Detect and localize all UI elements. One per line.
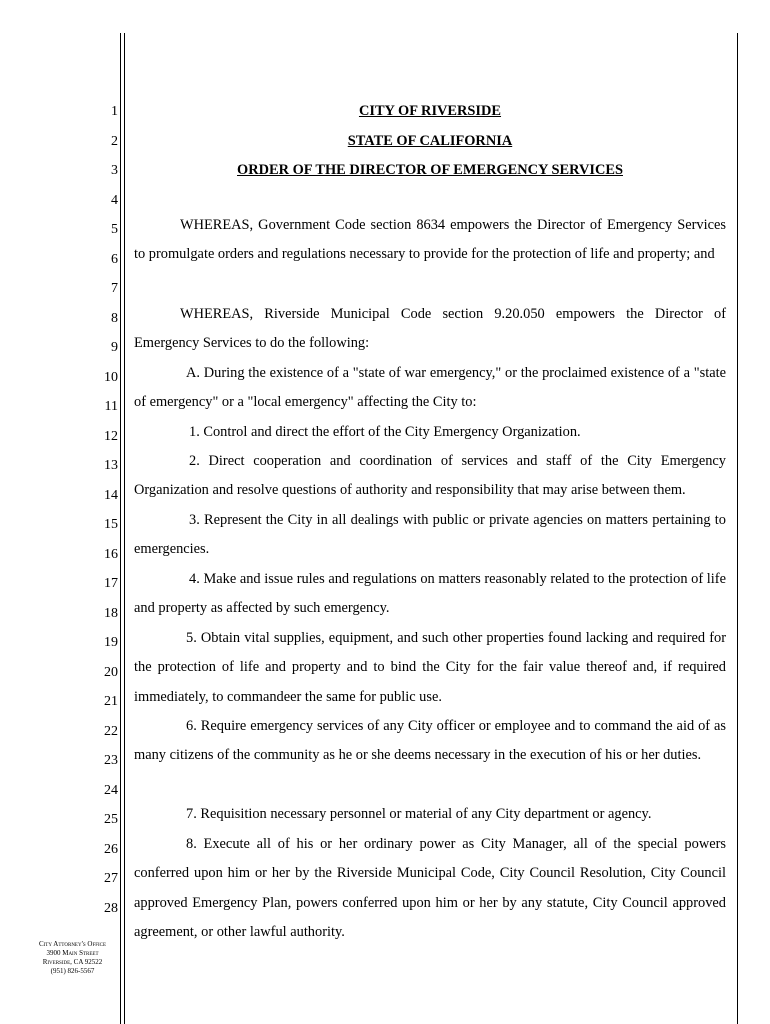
line-number: 22 [104,724,118,739]
line-number: 9 [111,340,118,355]
line-number: 15 [104,517,118,532]
left-margin-rule-inner [124,33,125,1024]
line-number: 25 [104,812,118,827]
whereas-paragraph-2: WHEREAS, Riverside Municipal Code section 9.20.050 empowers the Director of Emergency Services to do the following: [134,306,726,352]
line-number: 2 [111,134,118,149]
line-number: 16 [104,547,118,562]
footer-phone: (951) 826-5567 [50,967,95,975]
line-number: 1 [111,104,118,119]
line-number: 10 [104,370,118,385]
line-number: 26 [104,842,118,857]
line-number: 3 [111,163,118,178]
line-number: 14 [104,488,118,503]
line-number: 11 [104,399,118,414]
item-a-paragraph: A. During the existence of a "state of war emergency," or the proclaimed existence of a "state of emergency" or a "local emergency" affecting the City to: [134,365,726,411]
heading-city: CITY OF RIVERSIDE [358,103,502,119]
footer-street: 3900 Main Street [46,949,99,957]
item-4-paragraph: 4. Make and issue rules and regulations on matters reasonably related to the protection of life and property as affected by such emergency. [134,571,726,617]
right-margin-rule [737,33,738,1024]
item-8-paragraph: 8. Execute all of his or her ordinary power as City Manager, all of the special powers conferred upon him or her by the Riverside Municipal Code, City Council Resolution, City Council approved Emergency Plan, powers conferred upon him or her by any statute, City Council approved agreement, or other lawful authority. [134,836,726,941]
line-numbers [60,0,118,1024]
line-number: 17 [104,576,118,591]
left-margin-rule-outer [120,33,121,1024]
attorney-office-footer [20,940,125,976]
line-number: 24 [104,783,118,798]
heading-state: STATE OF CALIFORNIA [347,133,513,149]
whereas-paragraph-1: WHEREAS, Government Code section 8634 empowers the Director of Emergency Services to promulgate orders and regulations necessary to provide for the protection of life and property; and [134,217,726,263]
footer-office: City Attorney's Office [38,940,107,948]
item-7-paragraph: 7. Requisition necessary personnel or material of any City department or agency. [186,806,652,822]
item-5-paragraph: 5. Obtain vital supplies, equipment, and such other properties found lacking and required for the protection of life and property and to bind the City for the fair value thereof and, if required immediately, to commandeer the same for public use. [134,630,726,705]
footer-city: Riverside, CA 92522 [42,958,103,966]
item-1-paragraph: 1. Control and direct the effort of the City Emergency Organization. [189,424,581,440]
line-number: 5 [111,222,118,237]
line-number: 6 [111,252,118,267]
line-number: 19 [104,635,118,650]
line-number: 20 [104,665,118,680]
item-3-paragraph: 3. Represent the City in all dealings with public or private agencies on matters pertaining to emergencies. [134,512,726,558]
item-6-paragraph: 6. Require emergency services of any City officer or employee and to command the aid of as many citizens of the community as he or she deems necessary in the execution of his or her duties. [134,718,726,764]
heading-order-title: ORDER OF THE DIRECTOR OF EMERGENCY SERVICES [237,162,623,178]
line-number: 27 [104,871,118,886]
line-number: 23 [104,753,118,768]
line-number: 12 [104,429,118,444]
line-number: 13 [104,458,118,473]
line-number: 21 [104,694,118,709]
item-2-paragraph: 2. Direct cooperation and coordination of services and staff of the City Emergency Organization and resolve questions of authority and responsibility that may arise between them. [134,453,726,499]
line-number: 18 [104,606,118,621]
line-number: 8 [111,311,118,326]
line-number: 4 [111,193,118,208]
line-number: 7 [111,281,118,296]
line-number: 28 [104,901,118,916]
